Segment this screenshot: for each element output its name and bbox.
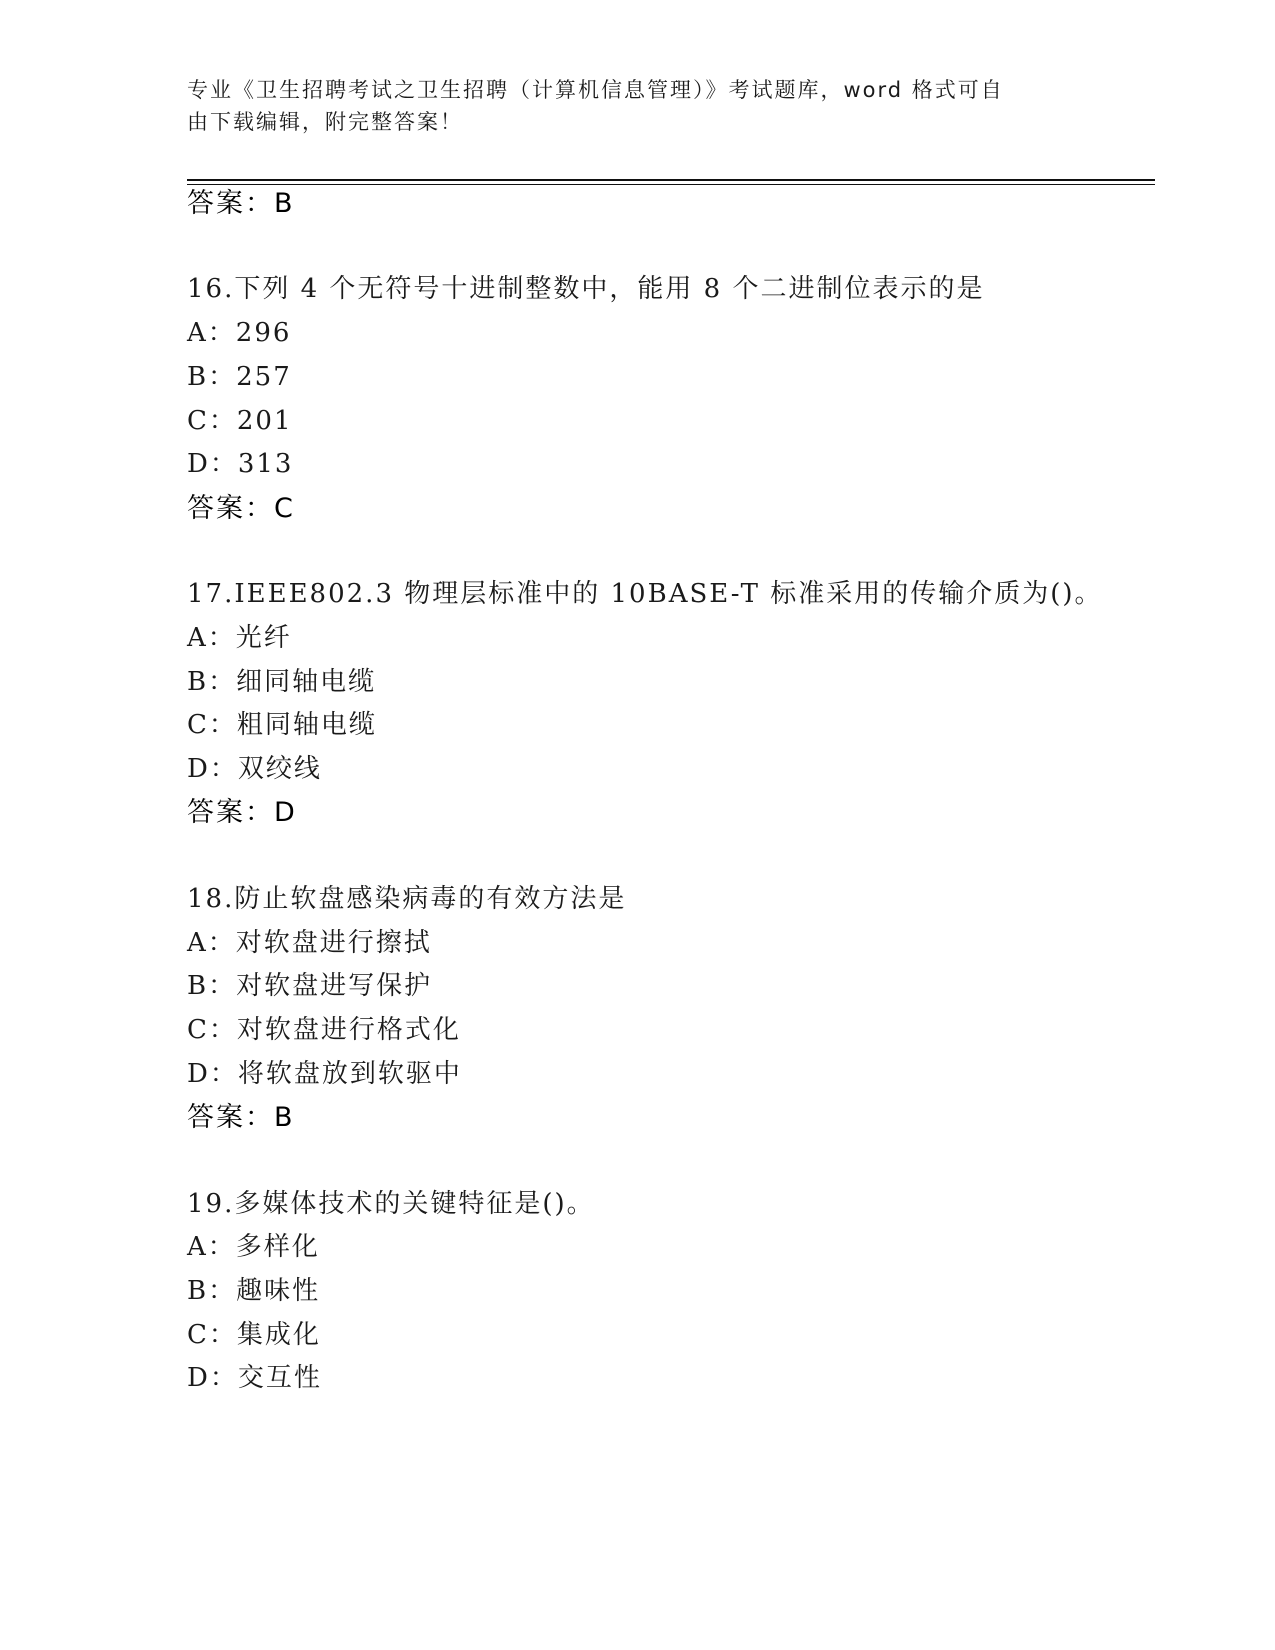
question-17-option-d: D：双绞线 [187,754,322,784]
answer-17: 答案：D [187,797,297,828]
question-17-option-a: A：光纤 [187,623,292,653]
question-18-option-d: D：将软盘放到软驱中 [187,1059,462,1089]
question-19-option-d: D：交互性 [187,1363,322,1393]
answer-15: 答案：B [187,188,295,219]
question-16-option-b: B：257 [187,362,292,392]
question-18-option-b: B：对软盘进写保护 [187,971,433,1001]
answer-16: 答案：C [187,493,295,524]
question-16-option-d: D：313 [187,449,294,479]
question-16-option-a: A：296 [187,318,292,348]
document-header [187,74,1067,138]
header-divider-thin [187,184,1155,185]
question-19-option-a: A：多样化 [187,1232,320,1262]
question-19-option-c: C：集成化 [187,1320,321,1350]
header-line-2: 由下载编辑，附完整答案！ [187,110,463,134]
question-17-option-c: C：粗同轴电缆 [187,710,377,740]
header-line-1: 专业《卫生招聘考试之卫生招聘（计算机信息管理）》考试题库，word 格式可自 [187,78,1004,102]
question-19-stem: 19.多媒体技术的关键特征是()。 [187,1189,595,1219]
question-18-stem: 18.防止软盘感染病毒的有效方法是 [187,884,627,914]
header-divider-thick [187,179,1155,181]
question-18-option-a: A：对软盘进行擦拭 [187,928,432,958]
question-16-stem: 16.下列 4 个无符号十进制整数中，能用 8 个二进制位表示的是 [187,274,985,304]
question-19-option-b: B：趣味性 [187,1276,321,1306]
question-18-option-c: C：对软盘进行格式化 [187,1015,461,1045]
question-16-option-c: C：201 [187,406,293,436]
question-17-option-b: B：细同轴电缆 [187,667,377,697]
question-17-stem: 17.IEEE802.3 物理层标准中的 10BASE-T 标准采用的传输介质为()。 [187,579,1103,609]
answer-18: 答案：B [187,1102,295,1133]
